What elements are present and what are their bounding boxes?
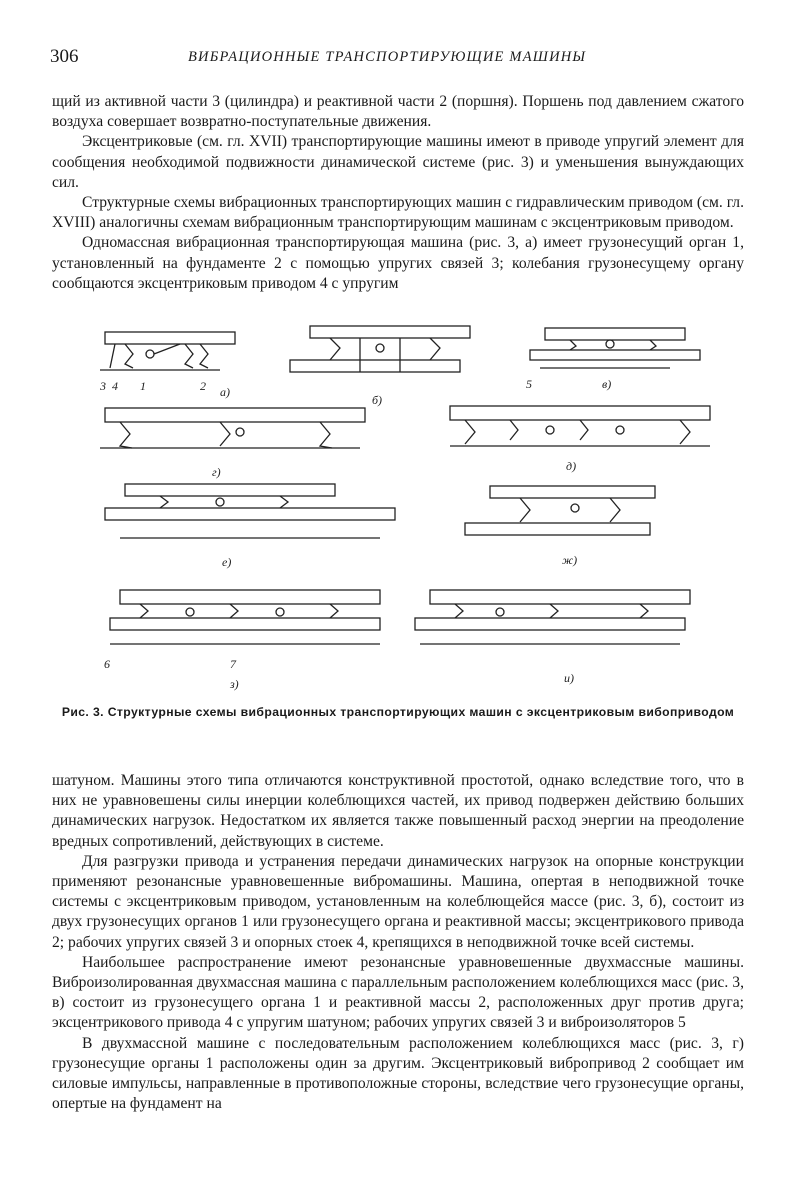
scheme-e bbox=[105, 484, 395, 538]
paragraph: Наибольшее распространение имеют резонансные уравновешенные двухмассные машины. Виброизолированная двухмассная машина с параллельным расположением колеблющихся масс (рис. 3, в) состоит из грузонесущего органа 1 и реактивной массы 2, расположенных друг против друга; эксцентрикового привода 4 с упругим шатуном; рабочих упругих связей 3 и виброизоляторов 5 bbox=[52, 953, 744, 1032]
label-d: д) bbox=[566, 459, 577, 473]
top-text-block bbox=[52, 92, 744, 294]
ref-5: 5 bbox=[526, 377, 532, 391]
paragraph: щий из активной части 3 (цилиндра) и реактивной части 2 (поршня). Поршень под давлением сжатого воздуха совершает возвратно-поступательные движения. bbox=[52, 93, 744, 131]
paragraph: Эксцентриковые (см. гл. XVII) транспортирующие машины имеют в приводе упругий элемент для сообщения необходимой подвижности динамической системе (рис. 3) и уменьшения вынуждающих сил. bbox=[52, 133, 744, 191]
scheme-zh bbox=[465, 486, 655, 535]
scheme-b bbox=[290, 326, 470, 372]
scheme-z bbox=[110, 590, 380, 644]
running-title: ВИБРАЦИОННЫЕ ТРАНСПОРТИРУЮЩИЕ МАШИНЫ bbox=[188, 49, 587, 65]
page-number: 306 bbox=[50, 46, 79, 67]
ref-6: 6 bbox=[104, 657, 110, 671]
ref-4: 4 bbox=[112, 379, 118, 393]
structural-schemes-drawing bbox=[80, 318, 740, 698]
ref-3: 3 bbox=[100, 379, 106, 393]
label-zh: ж) bbox=[562, 553, 578, 567]
page-header bbox=[50, 46, 750, 72]
paragraph: шатуном. Машины этого типа отличаются конструктивной простотой, однако вследствие того, что в них не уравновешены силы инерции колеблющихся частей, их привод подвержен действию больших динамических нагрузок. Недостатком их является также повышенный расход энергии на преодоление вредных сопротивлений, действующих в системе. bbox=[52, 772, 744, 850]
label-e: е) bbox=[222, 555, 232, 569]
figure-schemes bbox=[80, 318, 740, 698]
scheme-v bbox=[530, 328, 700, 368]
paragraph: Структурные схемы вибрационных транспортирующих машин с гидравлическим приводом (см. гл. XVIII) аналогичны схемам вибрационным транспортирующим машинам с эксцентриковым приводом. bbox=[52, 194, 744, 232]
label-a: а) bbox=[220, 385, 230, 399]
scheme-i bbox=[415, 590, 690, 644]
figure-caption: Рис. 3. Структурные схемы вибрационных транспортирующих машин с эксцентриковым вибоприводом bbox=[61, 705, 735, 719]
paragraph: Одномассная вибрационная транспортирующая машина (рис. 3, а) имеет грузонесущий орган 1, установленный на фундаменте 2 с помощью упругих связей 3; колебания грузонесущему органу сообщаются эксцентриковым приводом 4 с упругим bbox=[52, 234, 744, 292]
ref-1: 1 bbox=[140, 379, 146, 393]
ref-7: 7 bbox=[230, 657, 236, 671]
paragraph: Для разгрузки привода и устранения передачи динамических нагрузок на опорные конструкции применяют резонансные уравновешенные вибромашины. Машина, опертая в неподвижной точке системы с эксцентриковым приводом, установленным на колеблющейся массе (рис. 3, б), состоит из двух грузонесущих органов 1 или грузонесущего органа и реактивной массы; эксцентрикового привода 2; рабочих упругих связей 3 и опорных стоек 4, крепящихся в неподвижной точке всей системы. bbox=[52, 852, 744, 951]
paragraph: В двухмассной машине с последовательным расположением колеблющихся масс (рис. 3, г) грузонесущие органы 1 расположены один за другим. Эксцентриковый вибропривод 2 сообщает им силовые импульсы, направленные в противоположные стороны, вследствие чего грузонесущие органы, опертые на фундамент на bbox=[52, 1034, 744, 1113]
label-g: г) bbox=[212, 465, 221, 479]
label-z: з) bbox=[230, 677, 239, 691]
label-v: в) bbox=[602, 377, 612, 391]
scheme-d bbox=[450, 406, 710, 446]
bottom-text-block bbox=[52, 771, 744, 1114]
scheme-g bbox=[100, 408, 365, 448]
scheme-a bbox=[100, 332, 235, 370]
ref-2: 2 bbox=[200, 379, 206, 393]
label-b: б) bbox=[372, 393, 383, 407]
label-i: и) bbox=[564, 671, 574, 685]
